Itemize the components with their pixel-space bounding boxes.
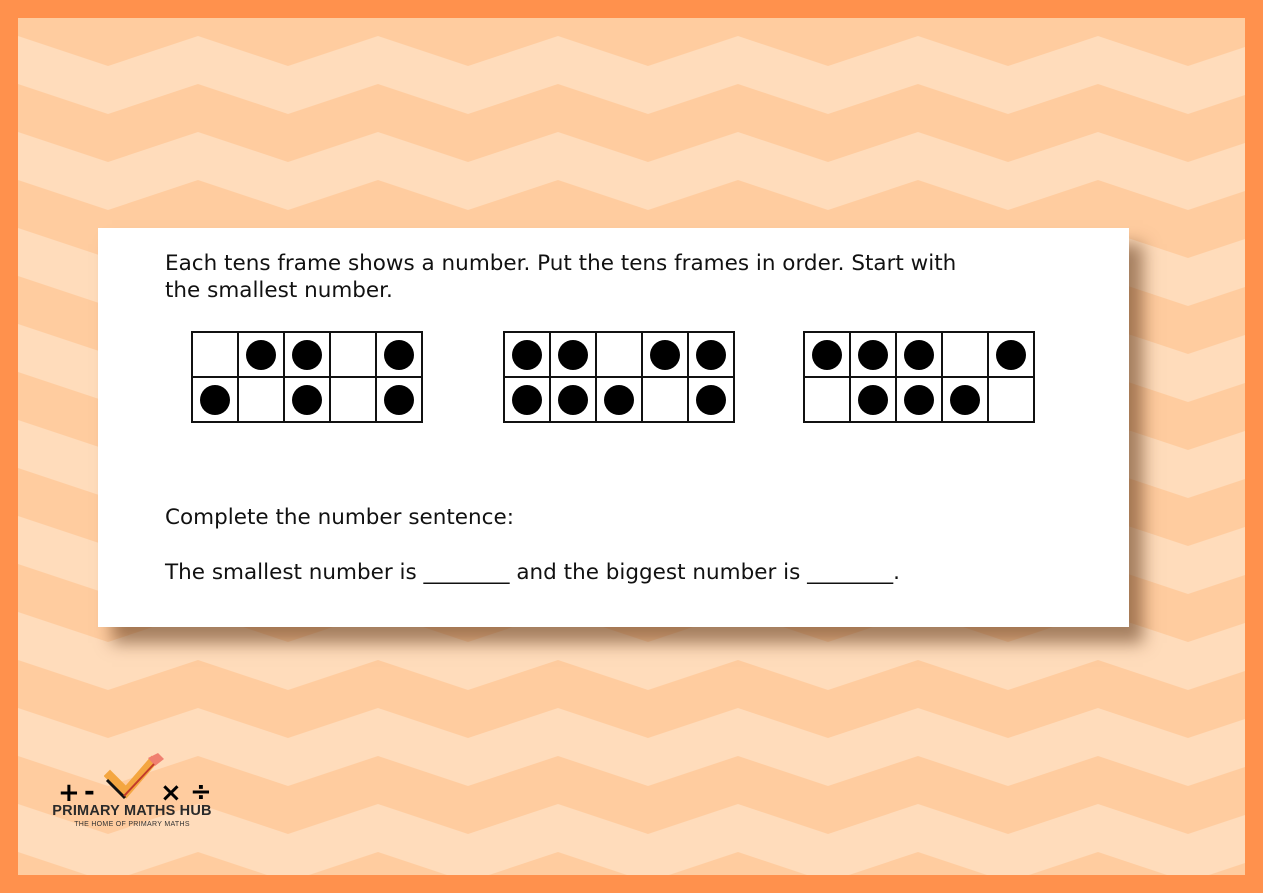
tens-frame-row [504, 332, 734, 377]
counter-dot [812, 340, 842, 370]
counter-dot [950, 385, 980, 415]
counter-dot [558, 385, 588, 415]
tens-frame-cell [942, 377, 988, 422]
divide-icon: ÷ [190, 777, 212, 807]
tens-frame-cell [192, 377, 238, 422]
counter-dot [384, 340, 414, 370]
tens-frame-cell [330, 377, 376, 422]
tens-frame-cell [688, 377, 734, 422]
counter-dot [292, 385, 322, 415]
counter-dot [384, 385, 414, 415]
logo-symbols [44, 752, 220, 808]
tens-frame-cell [284, 332, 330, 377]
tens-frame-3 [803, 331, 1035, 423]
pencil-check-icon [104, 752, 166, 802]
plus-icon: + [58, 778, 80, 808]
multiply-icon: × [160, 778, 182, 808]
tens-frame-row [804, 377, 1034, 422]
tens-frame-cell [192, 332, 238, 377]
counter-dot [558, 340, 588, 370]
tens-frame-row [192, 332, 422, 377]
counter-dot [512, 385, 542, 415]
tens-frame-cell [284, 377, 330, 422]
tens-frame-cell [896, 377, 942, 422]
question-line-2: the smallest number. [165, 278, 393, 303]
tens-frame-cell [988, 332, 1034, 377]
primary-maths-hub-logo [44, 752, 220, 832]
number-sentence: The smallest number is ________ and the biggest number is ________. [165, 560, 900, 585]
instruction-text: Complete the number sentence: [165, 505, 514, 530]
tens-frame-cell [850, 377, 896, 422]
tens-frame-cell [642, 332, 688, 377]
counter-dot [904, 340, 934, 370]
counter-dot [858, 385, 888, 415]
tens-frame-cell [376, 377, 422, 422]
logo-tagline: THE HOME OF PRIMARY MATHS [74, 821, 190, 828]
counter-dot [292, 340, 322, 370]
tens-frame-row [192, 377, 422, 422]
tens-frame-cell [896, 332, 942, 377]
tens-frame-cell [850, 332, 896, 377]
question-line-1: Each tens frame shows a number. Put the tens frames in order. Start with [165, 251, 957, 276]
counter-dot [858, 340, 888, 370]
tens-frame-cell [688, 332, 734, 377]
counter-dot [246, 340, 276, 370]
tens-frame-cell [596, 332, 642, 377]
tens-frame-cell [550, 377, 596, 422]
counter-dot [512, 340, 542, 370]
counter-dot [696, 340, 726, 370]
counter-dot [904, 385, 934, 415]
tens-frame-cell [504, 377, 550, 422]
tens-frame-cell [550, 332, 596, 377]
counter-dot [200, 385, 230, 415]
tens-frame-cell [238, 332, 284, 377]
minus-icon: - [84, 777, 95, 807]
logo-title: PRIMARY MATHS HUB [52, 803, 212, 819]
question-text [165, 250, 1065, 304]
tens-frame-cell [642, 377, 688, 422]
counter-dot [996, 340, 1026, 370]
tens-frame-cell [942, 332, 988, 377]
tens-frame-cell [596, 377, 642, 422]
tens-frame-cell [988, 377, 1034, 422]
tens-frame-cell [238, 377, 284, 422]
tens-frame-cell [504, 332, 550, 377]
worksheet-card [98, 228, 1129, 627]
tens-frame-cell [804, 377, 850, 422]
tens-frame-2 [503, 331, 735, 423]
tens-frame-cell [330, 332, 376, 377]
tens-frame-1 [191, 331, 423, 423]
tens-frame-row [504, 377, 734, 422]
counter-dot [696, 385, 726, 415]
counter-dot [650, 340, 680, 370]
counter-dot [604, 385, 634, 415]
tens-frame-cell [376, 332, 422, 377]
tens-frame-cell [804, 332, 850, 377]
tens-frame-row [804, 332, 1034, 377]
